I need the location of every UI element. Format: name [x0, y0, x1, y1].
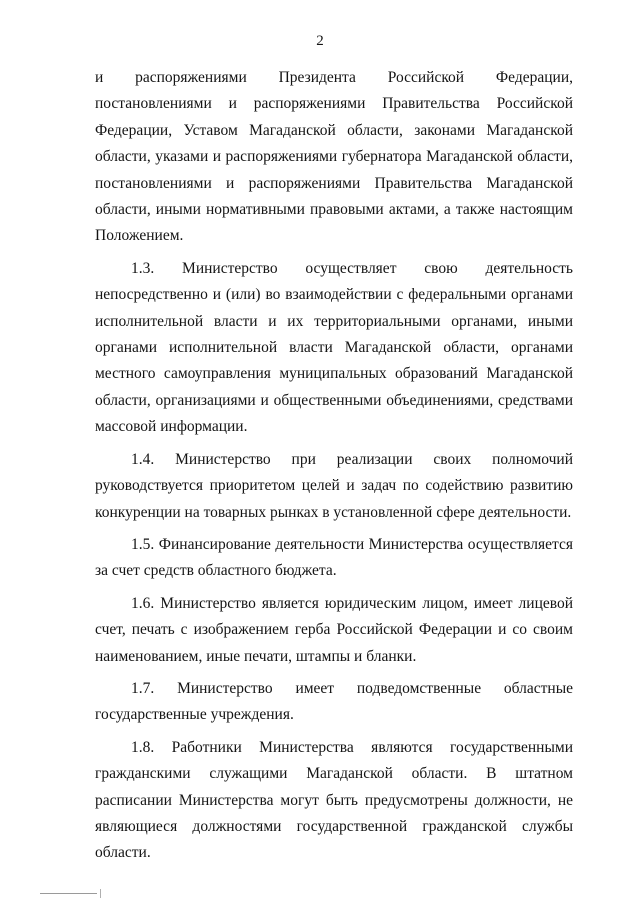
page-number: 2: [316, 33, 324, 49]
document-body: [95, 65, 573, 867]
paragraph-clause-1-5: 1.5. Финансирование деятельности Министерства осуществляется за счет средств областного бюджета.: [95, 535, 573, 580]
paragraph-clause-1-8: 1.8. Работники Министерства являются государственными гражданскими служащими Магаданской области. В штатном расписании Министерства могут быть предусмотрены должности, не являющиеся должностями государственной гражданской службы области.: [95, 738, 573, 862]
paragraph-intro-continuation: и распоряжениями Президента Российской Федерации, постановлениями и распоряжениями Правительства Российской Федерации, Уставом Магаданской области, законами Магаданской области, указами и распоряжениями губернатора Магаданской области, постановлениями и распоряжениями Правительства Магаданской области, иными нормативными правовыми актами, а также настоящим Положением.: [95, 69, 573, 245]
paragraph-clause-1-6: 1.6. Министерство является юридическим лицом, имеет лицевой счет, печать с изображением герба Российской Федерации и со своим наименованием, иные печати, штампы и бланки.: [95, 594, 573, 665]
paragraph-clause-1-4: 1.4. Министерство при реализации своих полномочий руководствуется приоритетом целей и задач по содействию развитию конкуренции на товарных рынках в установленной сфере деятельности.: [95, 450, 573, 521]
paragraph-clause-1-7: 1.7. Министерство имеет подведомственные областные государственные учреждения.: [95, 679, 573, 724]
paragraph-clause-1-3: 1.3. Министерство осуществляет свою деятельность непосредственно и (или) во взаимодействии с федеральными органами исполнительной власти и их территориальными органами, иными органами исполнительной власти Магаданской области, органами местного самоуправления муниципальных образований Магаданской области, организациями и общественными объединениями, средствами массовой информации.: [95, 259, 573, 436]
scan-edge-line: [40, 893, 97, 894]
scan-edge-tick: [100, 889, 101, 898]
